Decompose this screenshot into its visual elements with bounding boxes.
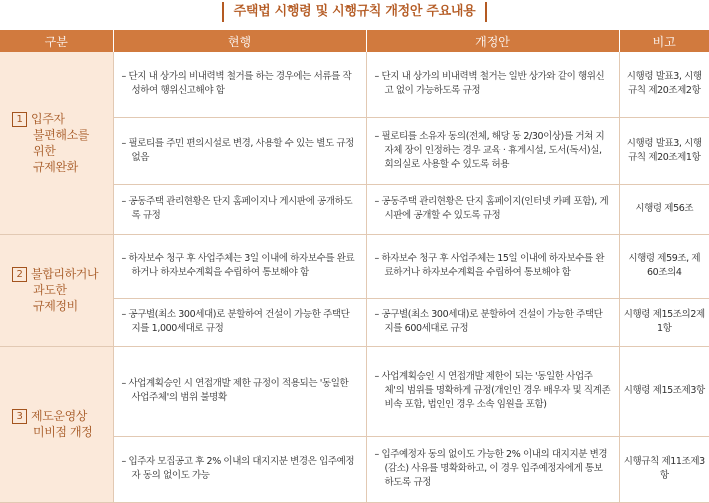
current-cell: [113, 117, 366, 184]
current-text: – 입주자 모집공고 후 2% 이내의 대지지분 변경은 입주예정자 동의 없이도 가능: [121, 456, 355, 482]
proposed-cell: [366, 117, 619, 184]
proposed-text: – 하자보수 청구 후 사업주체는 15일 이내에 하자보수를 완료하거나 하자보수계획을 수립하여 통보해야 함: [374, 253, 605, 278]
current-text: – 필로티를 주민 편의시설로 변경, 사용할 수 있는 별도 규정 없음: [121, 137, 354, 163]
category-3: [0, 346, 113, 503]
current-text: – 공구별(최소 300세대)로 분할하여 건설이 가능한 주택단지를 1,000세대로 규정: [121, 309, 350, 334]
note-cell: 시행령 제56조: [619, 184, 709, 234]
header-proposed: 개정안: [366, 30, 619, 52]
category-1-line-2: 불편해소를: [33, 127, 89, 142]
current-text: – 공동주택 관리현황은 단지 홈페이지나 게시판에 공개하도록 규정: [121, 196, 353, 221]
category-1-text-1: 입주자: [31, 111, 65, 126]
table-header-row: [0, 30, 709, 52]
proposed-cell: [366, 184, 619, 234]
proposed-text: – 공구별(최소 300세대)로 분할하여 건설이 가능한 주택단지를 600세대로 규정: [374, 309, 603, 334]
proposed-cell: [366, 346, 619, 436]
category-2-text-1: 불합리하거나: [31, 267, 99, 281]
current-cell: [113, 52, 366, 117]
note-cell: 시행령 발표3, 시행규칙 제20조제1항: [619, 117, 709, 184]
proposed-cell: [366, 436, 619, 503]
proposed-text: – 공동주택 관리현황은 단지 홈페이지(인터넷 카페 포함), 게시판에 공개할 수 있도록 규정: [374, 196, 609, 221]
note-cell: 시행령 제15조제3항: [619, 346, 709, 436]
category-3-text-1: 제도운영상: [31, 409, 87, 424]
title-wrapper: [0, 0, 709, 24]
page-title: 주택법 시행령 및 시행규칙 개정안 주요내용: [222, 2, 488, 22]
category-1-line-4: 규제완화: [33, 159, 78, 174]
category-1: [0, 52, 113, 234]
current-cell: [113, 298, 366, 346]
proposed-text: – 사업계획승인 시 연접개발 제한이 되는 '동일한 사업주체'의 범위를 명확하게 규정(개인인 경우 배우자 및 직계존비속 포함, 법인인 경우 소속 임원을 포함): [374, 371, 611, 410]
category-1-line-1: [12, 111, 107, 127]
category-1-line-3: 위한: [33, 143, 56, 158]
current-cell: [113, 184, 366, 234]
table-row: [0, 52, 709, 117]
note-cell: 시행령 발표3, 시행규칙 제20조제2항: [619, 52, 709, 117]
current-text: – 하자보수 청구 후 사업주체는 3일 이내에 하자보수를 완료하거나 하자보수계획을 수립하여 통보해야 함: [121, 253, 355, 278]
header-current: 현행: [113, 30, 366, 52]
proposed-text: – 단지 내 상가의 비내력벽 철거는 일반 상가와 같이 행위신고 없이 가능하도록 규정: [374, 71, 605, 97]
category-2-number: 2: [12, 267, 27, 282]
note-cell: 시행규칙 제11조제3항: [619, 436, 709, 503]
header-category: 구분: [0, 30, 113, 52]
category-2-line-3: 규제정비: [33, 299, 78, 313]
current-cell: [113, 234, 366, 298]
proposed-cell: [366, 298, 619, 346]
current-cell: [113, 436, 366, 503]
category-2-line-2: 과도한: [33, 283, 67, 297]
proposed-cell: [366, 234, 619, 298]
note-cell: 시행령 제59조, 제60조의4: [619, 234, 709, 298]
category-2-line-1: [12, 266, 107, 282]
category-3-number: 3: [12, 409, 27, 424]
category-3-line-1: [12, 408, 107, 424]
current-text: – 단지 내 상가의 비내력벽 철거를 하는 경우에는 서류를 작성하여 행위신고해야 함: [121, 71, 352, 97]
amendment-table: [0, 30, 709, 503]
note-cell: 시행령 제15조의2제1항: [619, 298, 709, 346]
category-3-line-2: 미비점 개정: [33, 425, 93, 440]
header-note: 비고: [619, 30, 709, 52]
proposed-cell: [366, 52, 619, 117]
table-row: [0, 234, 709, 298]
proposed-text: – 필로티를 소유자 동의(전체, 해당 동 2/30이상)를 거쳐 지자체 장이 인정하는 경우 교육 · 휴게시설, 도서(독서)실, 회의실로 사용할 수 있도록 허용: [374, 130, 605, 170]
current-text: – 사업계획승인 시 연접개발 제한 규정이 적용되는 '동일한 사업주체'의 범위 불명확: [121, 378, 349, 403]
category-2: [0, 234, 113, 346]
category-1-number: 1: [12, 112, 27, 127]
current-cell: [113, 346, 366, 436]
proposed-text: – 입주예정자 동의 없이도 가능한 2% 이내의 대지지분 변경(감소) 사유를 명확화하고, 이 경우 입주예정자에게 통보하도록 규정: [374, 449, 608, 489]
table-row: [0, 346, 709, 436]
